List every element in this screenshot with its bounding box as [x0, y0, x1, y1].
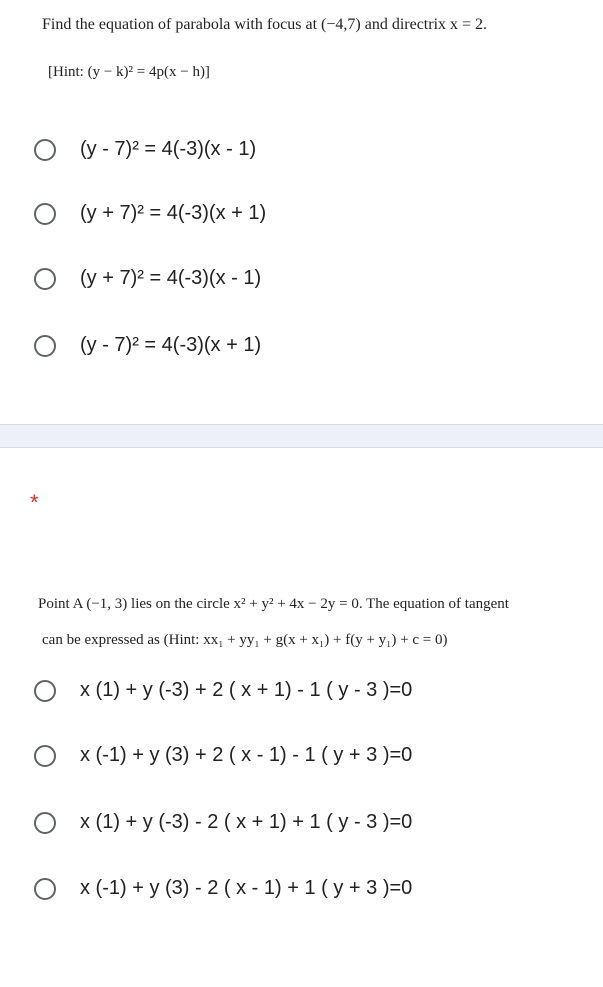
q2-option-3[interactable] [34, 811, 412, 834]
option-label: (y - 7)² = 4(-3)(x - 1) [80, 138, 257, 160]
q1-option-4[interactable] [34, 334, 261, 357]
radio-button[interactable] [34, 680, 56, 702]
q2-option-4[interactable] [34, 877, 412, 900]
question1-hint: [Hint: (y − k)² = 4p(x − h)] [48, 64, 210, 80]
q1-option-3[interactable] [34, 267, 261, 290]
q1-option-1[interactable] [34, 138, 256, 161]
question1-text: Find the equation of parabola with focus at (−4,7) and directrix x = 2. [42, 16, 488, 33]
q2-option-2[interactable] [34, 744, 412, 767]
option-label: (y + 7)² = 4(-3)(x + 1) [80, 202, 267, 224]
question2-text: Point A (−1, 3) lies on the circle x² + y² + 4x − 2y = 0. The equation of tangent [38, 596, 509, 612]
option-label: x (-1) + y (3) - 2 ( x - 1) + 1 ( y + 3 )=0 [80, 877, 413, 899]
radio-button[interactable] [34, 745, 56, 767]
q1-option-2[interactable] [34, 202, 266, 225]
radio-button[interactable] [34, 812, 56, 834]
radio-button[interactable] [34, 335, 56, 357]
option-label: (y - 7)² = 4(-3)(x + 1) [80, 334, 262, 356]
option-label: x (1) + y (-3) - 2 ( x + 1) + 1 ( y - 3 )=0 [80, 811, 413, 833]
radio-button[interactable] [34, 203, 56, 225]
radio-button[interactable] [34, 139, 56, 161]
option-label: x (-1) + y (3) + 2 ( x - 1) - 1 ( y + 3 )=0 [80, 744, 413, 766]
section-divider [0, 424, 603, 448]
radio-button[interactable] [34, 878, 56, 900]
option-label: x (1) + y (-3) + 2 ( x + 1) - 1 ( y - 3 )=0 [80, 679, 413, 701]
question2-text-hint: can be expressed as (Hint: xx₁ + yy₁ + g(x + x₁) + f(y + y₁) + c = 0) [42, 632, 448, 648]
q2-option-1[interactable] [34, 679, 412, 702]
required-asterisk: * [30, 490, 39, 515]
option-label: (y + 7)² = 4(-3)(x - 1) [80, 267, 262, 289]
radio-button[interactable] [34, 268, 56, 290]
